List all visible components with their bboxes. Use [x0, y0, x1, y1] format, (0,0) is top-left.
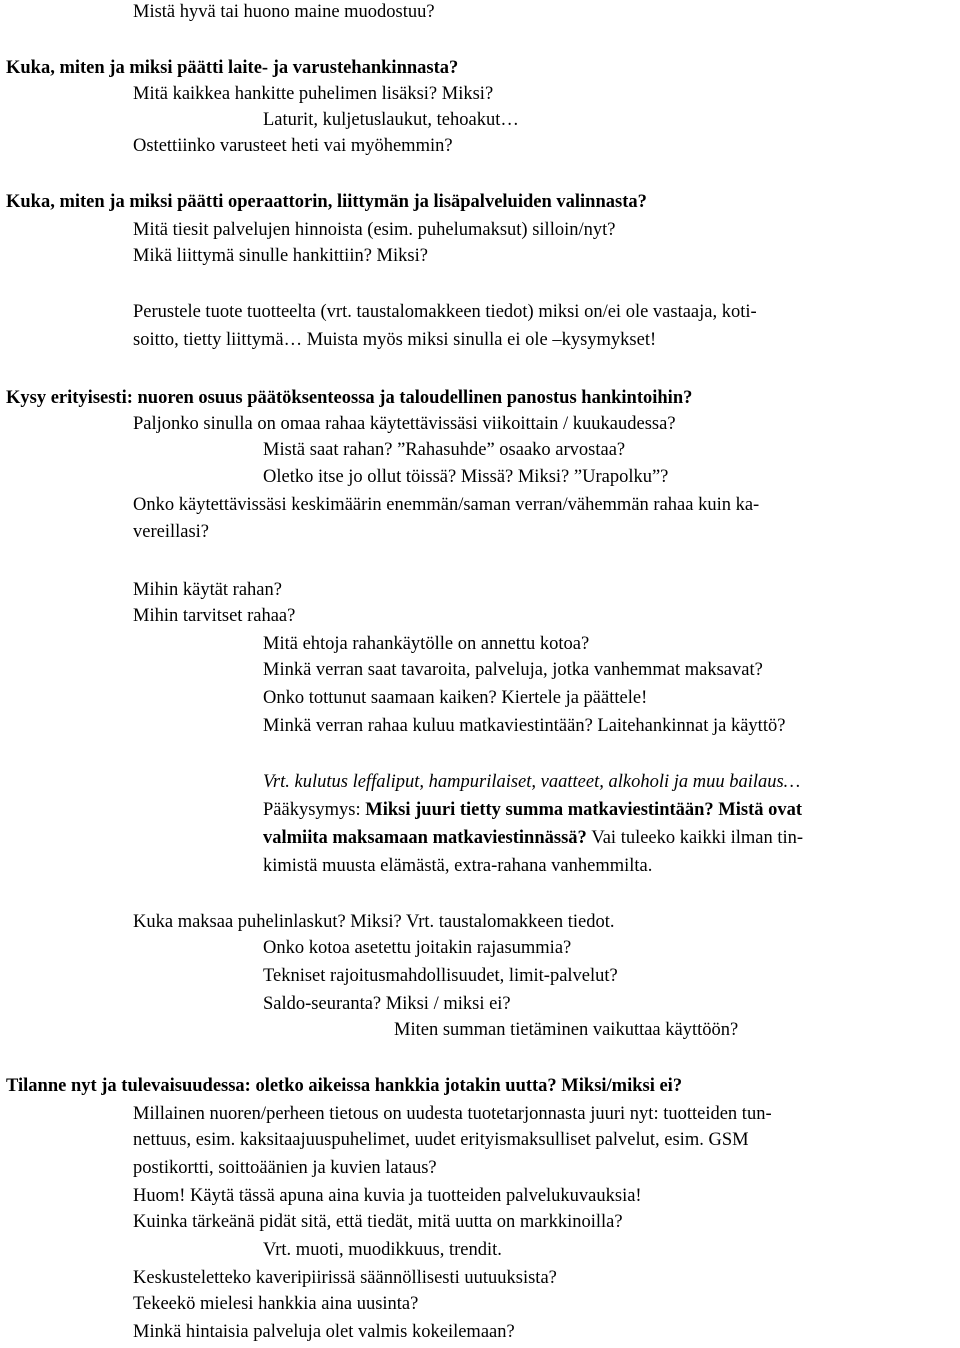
question-line: Onko käytettävissäsi keskimäärin enemmän/saman verran/vähemmän rahaa kuin ka-: [133, 495, 760, 515]
section-heading: Kysy erityisesti: nuoren osuus päätöksenteossa ja taloudellinen panostus hankintoihin?: [6, 388, 693, 408]
question-line: Keskusteletteko kaveripiirissä säännöllisesti uutuuksista?: [133, 1268, 557, 1288]
main-question-line: [263, 827, 803, 849]
main-question-bold: valmiita maksamaan matkaviestinnässä?: [263, 828, 592, 848]
question-line: postikortti, soittoäänien ja kuvien lataus?: [133, 1158, 437, 1178]
question-line: Onko tottunut saamaan kaiken? Kiertele ja päättele!: [263, 688, 648, 708]
question-line: Oletko itse jo ollut töissä? Missä? Miksi? ”Urapolku”?: [263, 467, 669, 487]
question-line: Minkä verran saat tavaroita, palveluja, jotka vanhemmat maksavat?: [263, 660, 763, 680]
question-line: Vrt. muoti, muodikkuus, trendit.: [263, 1240, 502, 1260]
main-question-bold: Miksi juuri tietty summa matkaviestintään? Mistä ovat: [365, 800, 803, 820]
question-line: Mihin tarvitset rahaa?: [133, 606, 296, 626]
section-heading: Kuka, miten ja miksi päätti operaattorin, liittymän ja lisäpalveluiden valinnasta?: [6, 192, 647, 212]
question-line: Kuka maksaa puhelinlaskut? Miksi? Vrt. taustalomakkeen tiedot.: [133, 912, 615, 932]
note-line: Huom! Käytä tässä apuna aina kuvia ja tuotteiden palvelukuvauksia!: [133, 1186, 642, 1206]
question-line: Minkä verran rahaa kuluu matkaviestintään? Laitehankinnat ja käyttö?: [263, 716, 786, 736]
question-line: Mitä ehtoja rahankäytölle on annettu kotoa?: [263, 634, 590, 654]
main-question-line: kimistä muusta elämästä, extra-rahana vanhemmilta.: [263, 856, 653, 876]
question-line: Mitä kaikkea hankitte puhelimen lisäksi? Miksi?: [133, 84, 494, 104]
main-question-line: [263, 799, 802, 821]
question-line: Onko kotoa asetettu joitakin rajasummia?: [263, 938, 572, 958]
question-line: Minkä hintaisia palveluja olet valmis kokeilemaan?: [133, 1322, 515, 1342]
main-question-rest: Vai tuleeko kaikki ilman tin-: [591, 828, 804, 848]
section-heading: Kuka, miten ja miksi päätti laite- ja varustehankinnasta?: [6, 58, 459, 78]
section-heading: Tilanne nyt ja tulevaisuudessa: oletko aikeissa hankkia jotakin uutta? Miksi/miksi ei?: [6, 1076, 683, 1096]
question-line: Ostettiinko varusteet heti vai myöhemmin?: [133, 136, 453, 156]
question-line: Miten summan tietäminen vaikuttaa käyttöön?: [394, 1020, 739, 1040]
question-line: Mihin käytät rahan?: [133, 580, 282, 600]
question-line: Perustele tuote tuotteelta (vrt. taustalomakkeen tiedot) miksi on/ei ole vastaaja, koti-: [133, 302, 757, 322]
question-line: Paljonko sinulla on omaa rahaa käytettävissäsi viikoittain / kuukaudessa?: [133, 414, 676, 434]
question-line: nettuus, esim. kaksitaajuuspuhelimet, uudet erityismaksulliset palvelut, esim. GSM: [133, 1130, 749, 1150]
comparison-note: Vrt. kulutus leffaliput, hampurilaiset, vaatteet, alkoholi ja muu bailaus…: [263, 772, 801, 792]
question-line: Mikä liittymä sinulle hankittiin? Miksi?: [133, 246, 428, 266]
question-line: Laturit, kuljetuslaukut, tehoakut…: [263, 110, 519, 130]
question-line: vereillasi?: [133, 522, 210, 542]
question-line: Kuinka tärkeänä pidät sitä, että tiedät, mitä uutta on markkinoilla?: [133, 1212, 623, 1232]
question-line: Mitä tiesit palvelujen hinnoista (esim. puhelumaksut) silloin/nyt?: [133, 220, 616, 240]
question-line: Millainen nuoren/perheen tietous on uudesta tuotetarjonnasta juuri nyt: tuotteiden tun-: [133, 1104, 772, 1124]
question-line: soitto, tietty liittymä… Muista myös miksi sinulla ei ole –kysymykset!: [133, 330, 657, 350]
question-line: Mistä saat rahan? ”Rahasuhde” osaako arvostaa?: [263, 440, 626, 460]
main-question-prefix: Pääkysymys:: [263, 800, 366, 820]
question-line: Saldo-seuranta? Miksi / miksi ei?: [263, 994, 511, 1014]
question-line: Mistä hyvä tai huono maine muodostuu?: [133, 2, 435, 22]
question-line: Tekniset rajoitusmahdollisuudet, limit-palvelut?: [263, 966, 618, 986]
question-line: Tekeekö mielesi hankkia aina uusinta?: [133, 1294, 419, 1314]
